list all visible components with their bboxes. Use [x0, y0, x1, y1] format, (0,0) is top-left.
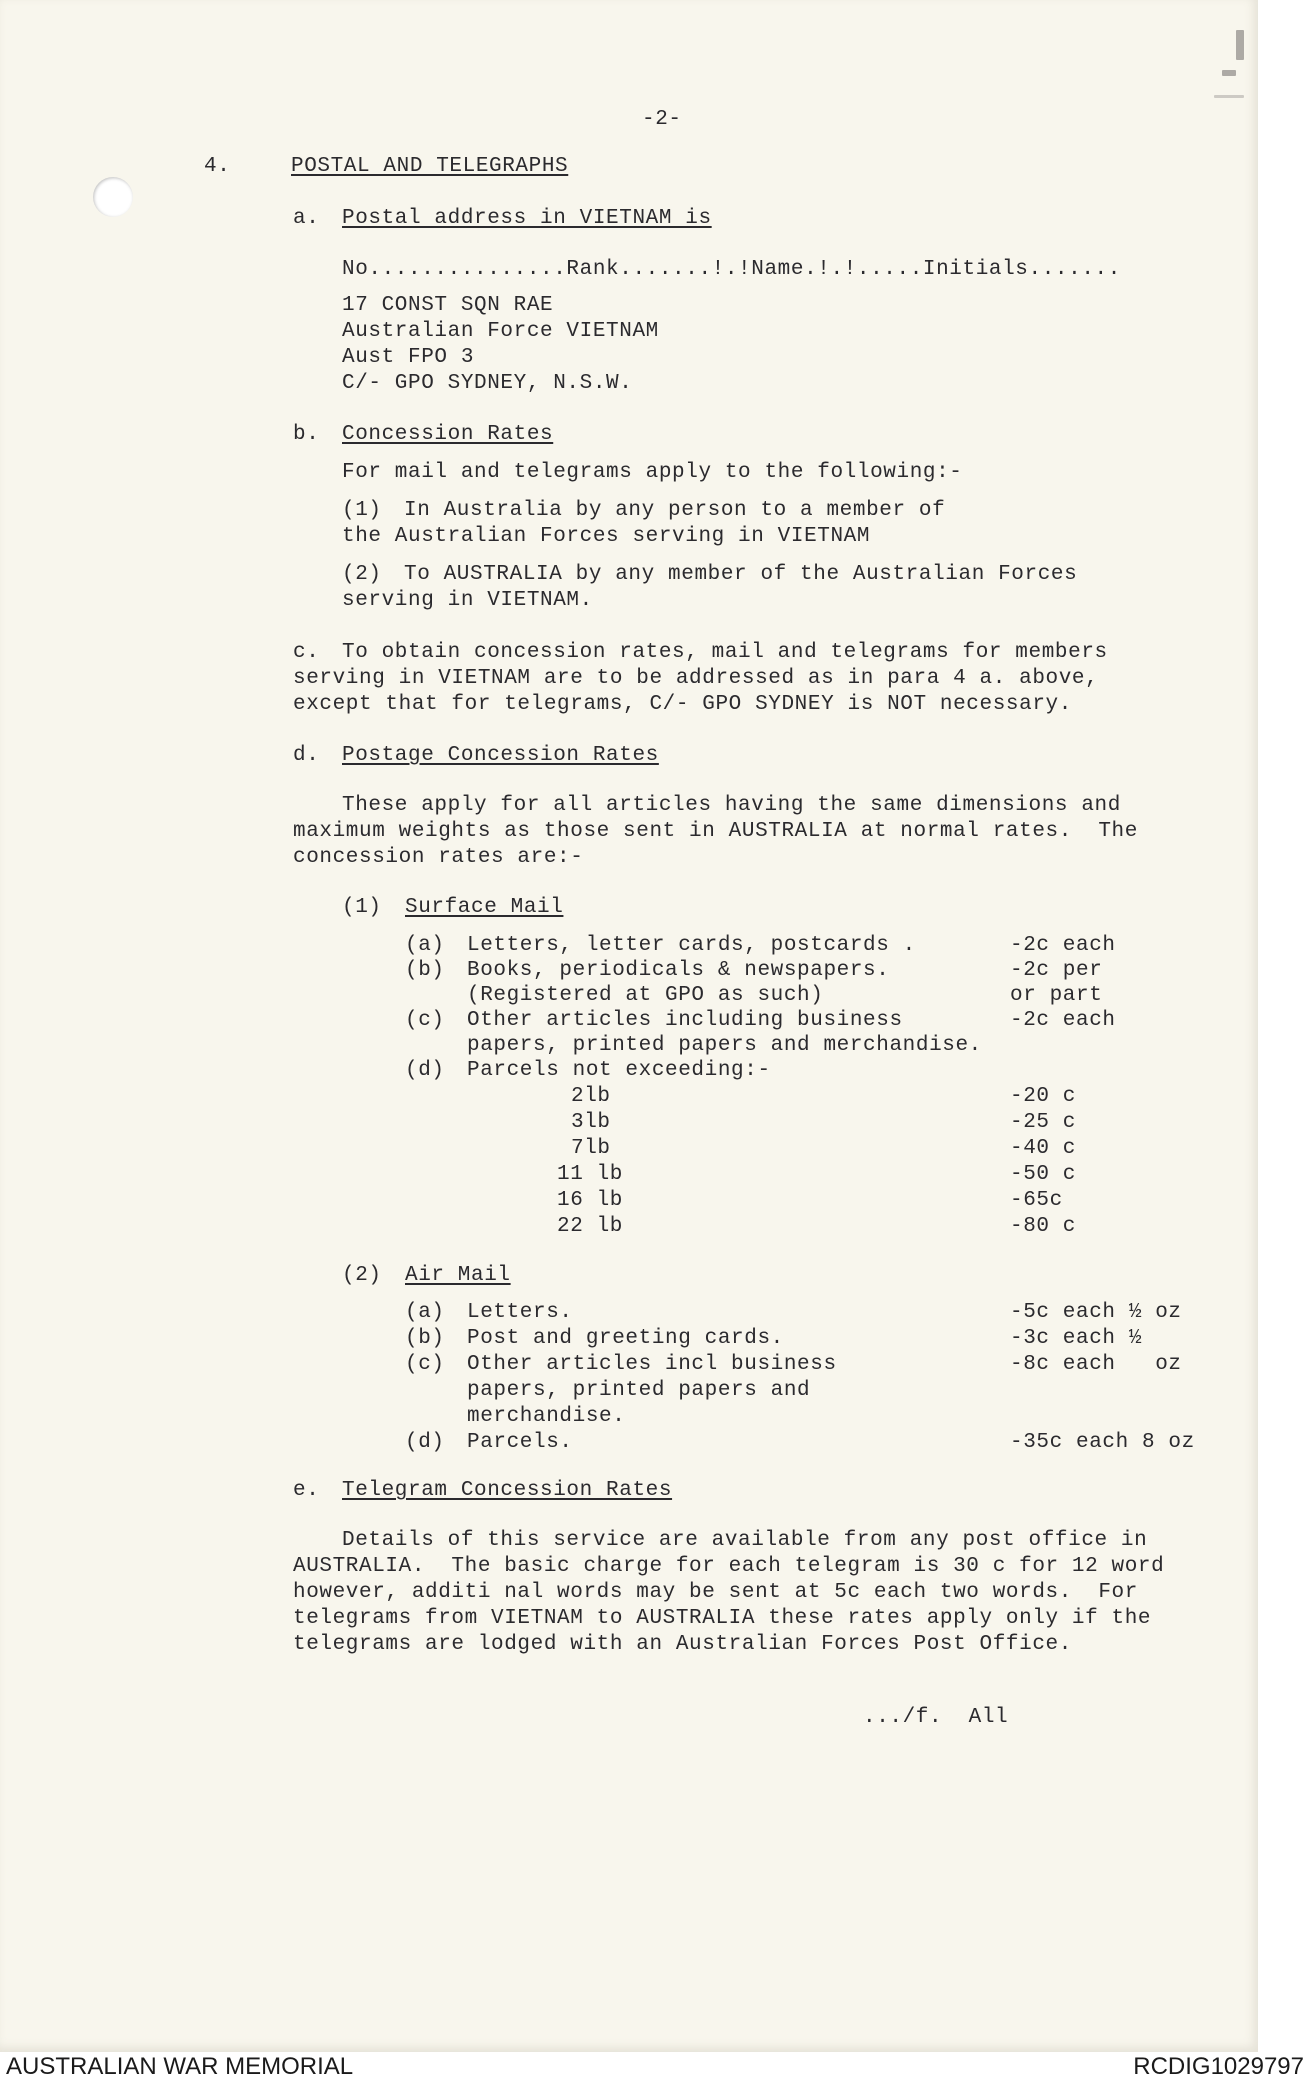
rate-description: Letters, letter cards, postcards .: [467, 934, 916, 957]
parcel-weight: 16 lb: [557, 1189, 624, 1212]
para-b-intro: For mail and telegrams apply to the following:-: [342, 461, 963, 484]
surface-mail-heading: Surface Mail: [405, 896, 564, 919]
rate-value: -5c each ½ oz: [1010, 1301, 1182, 1324]
para-c-line: serving in VIETNAM are to be addressed as in para 4 a. above,: [293, 667, 1099, 690]
address-line: 17 CONST SQN RAE: [342, 294, 554, 317]
address-line: C/- GPO SYDNEY, N.S.W.: [342, 372, 633, 395]
continuation-note: .../f. All: [863, 1706, 1009, 1729]
para-c-line: To obtain concession rates, mail and telegrams for members: [342, 641, 1108, 664]
rate-description: Other articles incl business: [467, 1353, 837, 1376]
rate-description: Other articles including business: [467, 1009, 903, 1032]
parcel-weight: 11 lb: [557, 1163, 624, 1186]
rate-description: Books, periodicals & newspapers.: [467, 959, 890, 982]
para-b-item-text: the Australian Forces serving in VIETNAM: [342, 525, 871, 548]
footer-source: AUSTRALIAN WAR MEMORIAL: [6, 2053, 354, 2080]
rate-value: -3c each ½: [1010, 1327, 1143, 1350]
para-b-item-text: In Australia by any person to a member of: [404, 499, 946, 522]
rate-description: Letters.: [467, 1301, 573, 1324]
para-c-label: c.: [293, 641, 320, 664]
parcel-rate: -25 c: [1010, 1111, 1077, 1134]
rate-description: Parcels not exceeding:-: [467, 1059, 771, 1082]
para-e-line: Details of this service are available from any post office in: [342, 1529, 1148, 1552]
address-line: Australian Force VIETNAM: [342, 320, 659, 343]
para-b-label: b.: [293, 423, 320, 446]
rate-description: Post and greeting cards.: [467, 1327, 784, 1350]
parcel-rate: -65c: [1010, 1189, 1063, 1212]
edge-mark: [1222, 70, 1236, 76]
parcel-rate: -80 c: [1010, 1215, 1077, 1238]
para-b-item-number: (1): [342, 499, 382, 522]
rate-description: papers, printed papers and merchandise.: [467, 1034, 982, 1057]
rate-key: (d): [405, 1431, 445, 1454]
rate-key: (d): [405, 1059, 445, 1082]
para-c-line: except that for telegrams, C/- GPO SYDNEY is NOT necessary.: [293, 693, 1072, 716]
para-e-line: however, additi nal words may be sent at 5c each two words. For: [293, 1581, 1138, 1604]
rate-key: (b): [405, 959, 445, 982]
parcel-rate: -40 c: [1010, 1137, 1077, 1160]
rate-key: (a): [405, 1301, 445, 1324]
address-template: No...............Rank.......!.!Name.!.!.....Initials.......: [342, 258, 1121, 281]
air-mail-number: (2): [342, 1264, 382, 1287]
footer-reference: RCDIG1029797: [1133, 2053, 1304, 2080]
rate-value: or part: [1010, 984, 1103, 1007]
para-e-line: telegrams from VIETNAM to AUSTRALIA these rates apply only if the: [293, 1607, 1152, 1630]
para-b-item-text: To AUSTRALIA by any member of the Australian Forces: [404, 563, 1078, 586]
para-e-label: e.: [293, 1479, 320, 1502]
para-d-line: concession rates are:-: [293, 846, 584, 869]
para-b-heading: Concession Rates: [342, 423, 554, 446]
air-mail-heading: Air Mail: [405, 1264, 511, 1287]
rate-description: papers, printed papers and: [467, 1379, 811, 1402]
parcel-weight: 2lb: [571, 1085, 611, 1108]
punch-hole: [93, 177, 133, 217]
para-b-item-text: serving in VIETNAM.: [342, 589, 593, 612]
page-number: -2-: [642, 108, 682, 131]
para-b-item-number: (2): [342, 563, 382, 586]
para-a-heading: Postal address in VIETNAM is: [342, 207, 712, 230]
parcel-rate: -20 c: [1010, 1085, 1077, 1108]
para-a-label: a.: [293, 207, 320, 230]
rate-value: -2c per: [1010, 959, 1103, 982]
parcel-weight: 7lb: [571, 1137, 611, 1160]
section-number: 4.: [204, 155, 231, 178]
rate-description: (Registered at GPO as such): [467, 984, 824, 1007]
rate-key: (a): [405, 934, 445, 957]
para-d-label: d.: [293, 744, 320, 767]
parcel-rate: -50 c: [1010, 1163, 1077, 1186]
para-d-heading: Postage Concession Rates: [342, 744, 659, 767]
surface-mail-number: (1): [342, 896, 382, 919]
rate-value: -8c each oz: [1010, 1353, 1182, 1376]
rate-value: -35c each 8 oz: [1010, 1431, 1195, 1454]
rate-key: (c): [405, 1009, 445, 1032]
edge-mark: [1236, 30, 1244, 60]
para-e-line: AUSTRALIA. The basic charge for each telegram is 30 c for 12 word: [293, 1555, 1165, 1578]
section-title: POSTAL AND TELEGRAPHS: [291, 155, 569, 178]
edge-mark: [1214, 95, 1244, 98]
para-e-line: telegrams are lodged with an Australian Forces Post Office.: [293, 1633, 1072, 1656]
parcel-weight: 22 lb: [557, 1215, 624, 1238]
para-e-heading: Telegram Concession Rates: [342, 1479, 673, 1502]
para-d-line: These apply for all articles having the same dimensions and: [342, 794, 1121, 817]
rate-value: -2c each: [1010, 934, 1116, 957]
rate-key: (c): [405, 1353, 445, 1376]
address-line: Aust FPO 3: [342, 346, 475, 369]
rate-description: Parcels.: [467, 1431, 573, 1454]
para-d-line: maximum weights as those sent in AUSTRALIA at normal rates. The: [293, 820, 1138, 843]
rate-description: merchandise.: [467, 1405, 626, 1428]
parcel-weight: 3lb: [571, 1111, 611, 1134]
rate-value: -2c each: [1010, 1009, 1116, 1032]
rate-key: (b): [405, 1327, 445, 1350]
